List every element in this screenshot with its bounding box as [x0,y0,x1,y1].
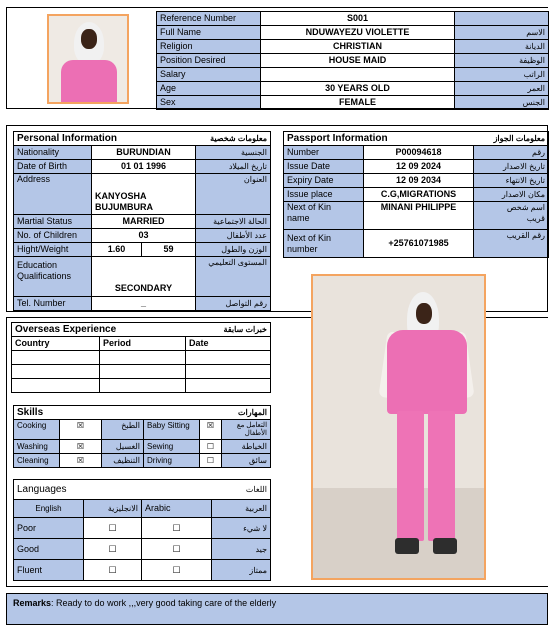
age: 30 YEARS OLD [261,82,455,96]
languages-title-ar: اللغات [142,480,271,500]
level-good-ar: جيد [212,539,271,560]
overseas-title-ar: خبرات سابقة [186,323,271,337]
issue-date-ar: تاريخ الاصدار [474,160,549,174]
row-label-ar: الراتب [455,68,549,82]
weight-value: 59 [142,243,196,257]
skill-cooking-ar: الطبخ [102,420,144,440]
nationality-label: Nationality [14,146,92,160]
address-ar: العنوان [196,174,271,215]
passport-number-ar: رقم [474,146,549,160]
kin-name-label-line-2: name [287,213,310,223]
height-weight-ar: الوزن والطول [196,243,271,257]
skill-cleaning-checkbox[interactable]: ☒ [60,454,102,468]
arabic-ar: العربية [212,500,271,518]
expiry-date-ar: تاريخ الانتهاء [474,174,549,188]
full-name: NDUWAYEZU VIOLETTE [261,26,455,40]
arabic-good-checkbox[interactable]: ☐ [142,539,212,560]
skill-babysitting-checkbox[interactable]: ☒ [200,420,222,440]
kin-name-value: MINANI PHILIPPE [364,202,474,230]
level-poor-ar: لا شيء [212,518,271,539]
top-frame [6,7,548,109]
kin-name-ar-line-2: قريب [526,214,546,223]
english-label: English [14,500,84,518]
address-label: Address [14,174,92,215]
row-label-ar: العمر [455,82,549,96]
nationality-ar: الجنسية [196,146,271,160]
skill-driving-ar: سائق [222,454,271,468]
skills-title-ar: المهارات [200,406,271,420]
skill-babysitting-label: Baby Sitting [144,420,200,440]
address-line-2: BUJUMBURA [95,202,153,212]
col-country: Country [12,337,100,351]
children-value: 03 [92,229,196,243]
position-desired: HOUSE MAID [261,54,455,68]
skill-washing-checkbox[interactable]: ☒ [60,440,102,454]
arabic-fluent-checkbox[interactable]: ☐ [142,560,212,581]
children-ar: عدد الأطفال [196,229,271,243]
english-fluent-checkbox[interactable]: ☐ [84,560,142,581]
skill-driving-label: Driving [144,454,200,468]
education-value: SECONDARY [92,257,196,297]
row-label-ar: الديانة [455,40,549,54]
english-poor-checkbox[interactable]: ☐ [84,518,142,539]
issue-place-value: C.G,MIGRATIONS [364,188,474,202]
height-value: 1.60 [92,243,142,257]
passport-info-title-ar: معلومات الجواز [474,132,549,146]
kin-number-value: +25761071985 [364,230,474,258]
education-label-line-2: Qualifications [17,271,72,281]
level-fluent-label: Fluent [14,560,84,581]
level-good-label: Good [14,539,84,560]
row-label-ar: الوظيفة [455,54,549,68]
kin-number-label-line-2: number [287,243,318,254]
education-ar: المستوى التعليمي [196,257,271,297]
dob-value: 01 01 1996 [92,160,196,174]
reference-number: S001 [261,12,455,26]
kin-number-label-line-1: Next of Kin [287,232,332,243]
marital-value: MARRIED [92,215,196,229]
col-date: Date [186,337,271,351]
tel-ar: رقم التواصل [196,297,271,311]
skill-sewing-checkbox[interactable]: ☐ [200,440,222,454]
row-label: Sex [157,96,261,110]
skill-washing-ar: الغسيل [102,440,144,454]
kin-name-label-line-1: Next of Kin [287,202,332,212]
skill-babysitting-ar: التعامل مع الأطفال [222,420,271,440]
education-label-line-1: Education [17,260,58,270]
languages-title: Languages [14,480,142,500]
expiry-date-label: Expiry Date [284,174,364,188]
skill-sewing-label: Sewing [144,440,200,454]
children-label: No. of Children [14,229,92,243]
address-line-1: KANYOSHA [95,191,147,201]
row-label: Position Desired [157,54,261,68]
passport-info-title: Passport Information [284,132,474,146]
issue-date-label: Issue Date [284,160,364,174]
passport-number-label: Number [284,146,364,160]
issue-place-label: Issue place [284,188,364,202]
passport-number-value: P00094618 [364,146,474,160]
row-label-ar: الاسم [455,26,549,40]
personal-info-title: Personal Information [14,132,196,146]
arabic-label: Arabic [142,500,212,518]
remarks-text: : Ready to do work ,,,very good taking care of the elderly [51,598,277,608]
row-label: Full Name [157,26,261,40]
row-label: Age [157,82,261,96]
skills-title: Skills [14,406,200,420]
personal-info-title-ar: معلومات شخصية [196,132,271,146]
english-good-checkbox[interactable]: ☐ [84,539,142,560]
dob-ar: تاريخ الميلاد [196,160,271,174]
remarks-label: Remarks [13,598,52,608]
issue-date-value: 12 09 2024 [364,160,474,174]
row-label: Reference Number [157,12,261,26]
row-label: Religion [157,40,261,54]
skill-cooking-checkbox[interactable]: ☒ [60,420,102,440]
english-ar: الانجليزية [84,500,142,518]
overseas-title: Overseas Experience [12,323,186,337]
marital-label: Martial Status [14,215,92,229]
level-fluent-ar: ممتاز [212,560,271,581]
skill-driving-checkbox[interactable]: ☐ [200,454,222,468]
tel-label: Tel. Number [14,297,92,311]
arabic-poor-checkbox[interactable]: ☐ [142,518,212,539]
skill-sewing-ar: الخياطة [222,440,271,454]
row-label-ar: الجنس [455,96,549,110]
nationality-value: BURUNDIAN [92,146,196,160]
skill-cleaning-label: Cleaning [14,454,60,468]
level-poor-label: Poor [14,518,84,539]
skill-cooking-label: Cooking [14,420,60,440]
tel-value: _ [92,297,196,311]
sex: FEMALE [261,96,455,110]
full-body-photo [311,274,486,580]
expiry-date-value: 12 09 2034 [364,174,474,188]
kin-name-ar-line-1: اسم شخص [506,203,546,212]
marital-ar: الحالة الاجتماعية [196,215,271,229]
skill-cleaning-ar: التنظيف [102,454,144,468]
row-label: Salary [157,68,261,82]
kin-number-ar: رقم القريب [474,230,549,258]
col-period: Period [100,337,186,351]
skill-washing-label: Washing [14,440,60,454]
dob-label: Date of Birth [14,160,92,174]
remarks-box [6,593,548,625]
religion: CHRISTIAN [261,40,455,54]
height-weight-label: Hight/Weight [14,243,92,257]
issue-place-ar: مكان الاصدار [474,188,549,202]
